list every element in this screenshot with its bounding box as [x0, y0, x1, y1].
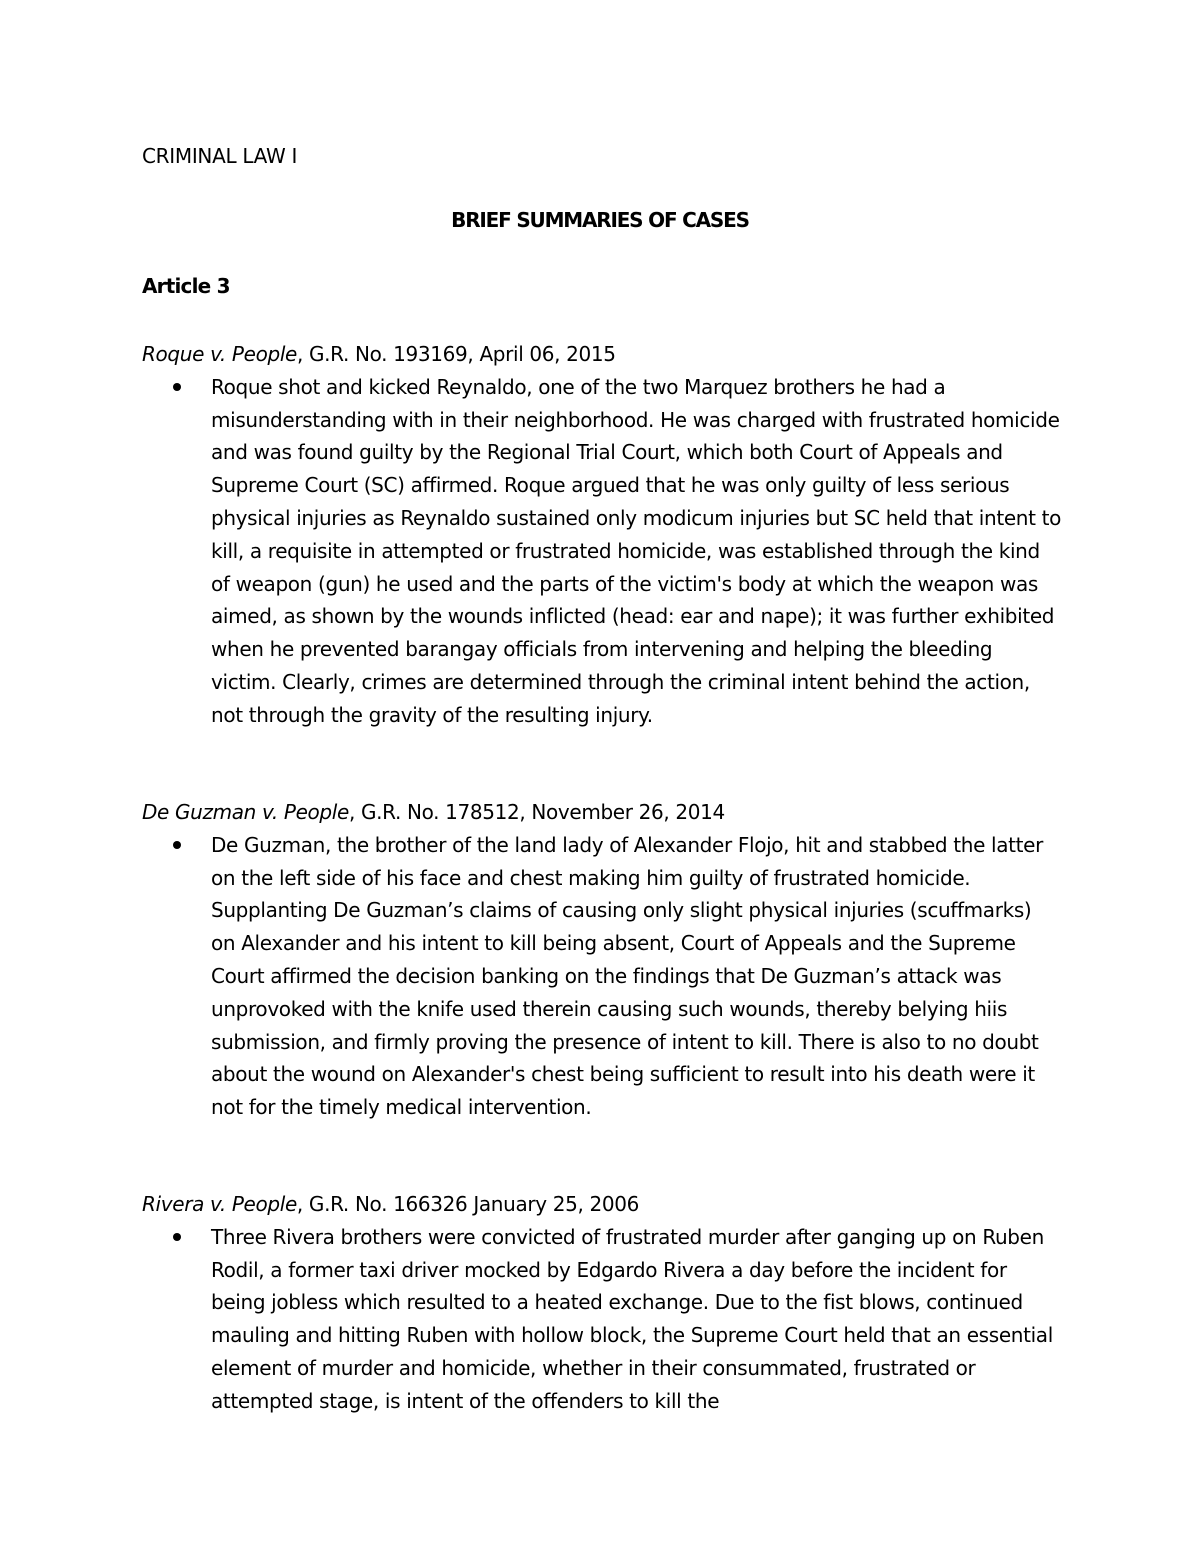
bullet-icon [173, 841, 181, 849]
case-summary-list [142, 371, 1072, 732]
case-citation [142, 1188, 1072, 1221]
case-summary-list [142, 1221, 1072, 1418]
section-heading: Article 3 [142, 274, 230, 298]
case-reference: , G.R. No. 193169, April 06, 2015 [297, 342, 616, 366]
list-item [142, 1221, 1072, 1418]
course-title: CRIMINAL LAW I [142, 144, 298, 168]
case-citation [142, 796, 1072, 829]
case-entry-rivera [142, 1188, 1072, 1418]
case-entry-de-guzman [142, 796, 1072, 1124]
case-reference: , G.R. No. 178512, November 26, 2014 [348, 800, 725, 824]
case-summary: De Guzman, the brother of the land lady of Alexander Flojo, hit and stabbed the latter on the left side of his face and chest making him guilty of frustrated homicide. Supplanting De Guzman’s claims of causing only slight physical injuries (scuffmarks) on Alexander and his intent to kill being absent, Court of Appeals and the Supreme Court affirmed the decision banking on the findings that De Guzman’s attack was unprovoked with the knife used therein causing such wounds, thereby belying hiis submission, and firmly proving the presence of intent to kill. There is also to no doubt about the wound on Alexander's chest being sufficient to result into his death were it not for the timely medical intervention. [211, 832, 1043, 1120]
case-summary: Roque shot and kicked Reynaldo, one of the two Marquez brothers he had a misunderstanding with in their neighborhood. He was charged with frustrated homicide and was found guilty by the Regional Trial Court, which both Court of Appeals and Supreme Court (SC) affirmed. Roque argued that he was only guilty of less serious physical injuries as Reynaldo sustained only modicum injuries but SC held that intent to kill, a requisite in attempted or frustrated homicide, was established through the kind of weapon (gun) he used and the parts of the victim's body at which the weapon was aimed, as shown by the wounds inflicted (head: ear and nape); it was further exhibited when he prevented barangay officials from intervening and helping the bleeding victim. Clearly, crimes are determined through the criminal intent behind the action, not through the gravity of the resulting injury. [211, 374, 1061, 727]
case-name: De Guzman v. People [142, 800, 349, 824]
case-name: Roque v. People [142, 342, 297, 366]
case-citation [142, 338, 1072, 371]
case-name: Rivera v. People [142, 1192, 297, 1216]
bullet-icon [173, 383, 181, 391]
list-item [142, 829, 1072, 1124]
case-entry-roque [142, 338, 1072, 732]
bullet-icon [173, 1233, 181, 1241]
document-title: BRIEF SUMMARIES OF CASES [451, 208, 749, 232]
case-reference: , G.R. No. 166326 January 25, 2006 [296, 1192, 639, 1216]
case-summary-list [142, 829, 1072, 1124]
list-item [142, 371, 1072, 732]
case-summary: Three Rivera brothers were convicted of frustrated murder after ganging up on Ruben Rodil, a former taxi driver mocked by Edgardo Rivera a day before the incident for being jobless which resulted to a heated exchange. Due to the fist blows, continued mauling and hitting Ruben with hollow block, the Supreme Court held that an essential element of murder and homicide, whether in their consummated, frustrated or attempted stage, is intent of the offenders to kill the [211, 1224, 1053, 1413]
